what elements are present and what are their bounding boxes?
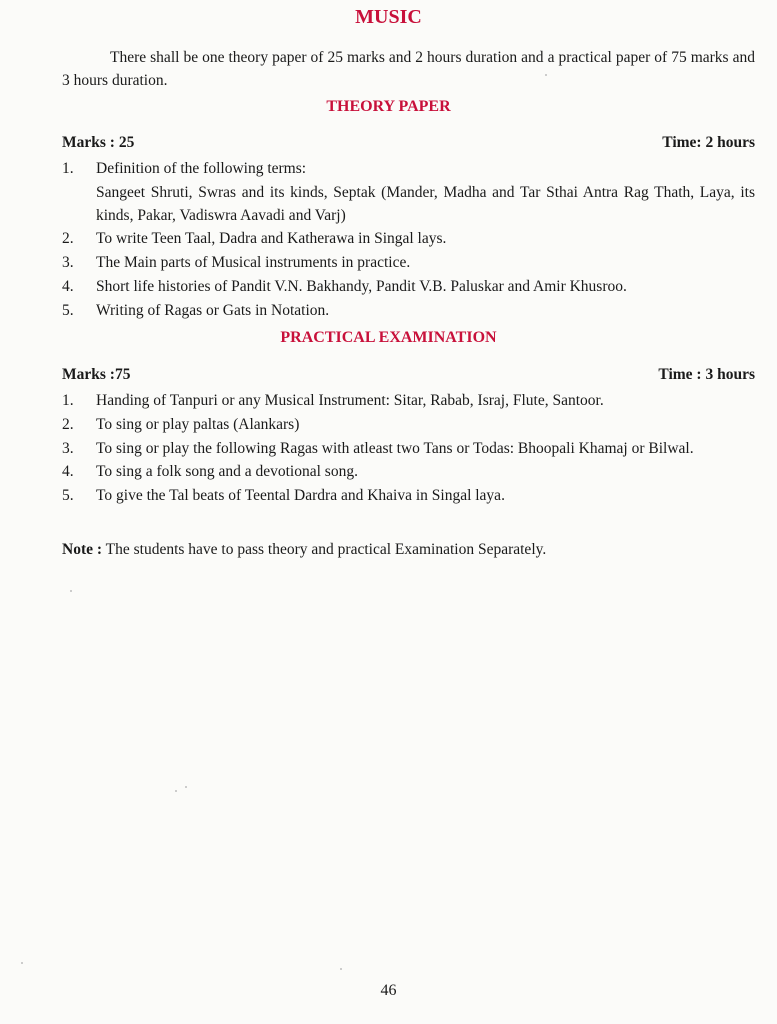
item-text: To give the Tal beats of Teental Dardra and Khaiva in Singal laya. [96,487,505,504]
item-text: Short life histories of Pandit V.N. Bakhandy, Pandit V.B. Paluskar and Amir Khusroo. [96,278,627,295]
scan-speck [185,786,187,788]
note [62,539,755,561]
item-number: 5. [62,302,74,319]
theory-marks: Marks : 25 [62,134,135,151]
page-number: 46 [380,982,397,999]
list-item [62,299,755,323]
scan-speck [545,74,547,76]
intro-text: There shall be one theory paper of 25 marks and 2 hours duration and a practical paper of 75 marks and 3 hours duration. [62,49,755,89]
list-item [62,275,755,299]
item-number: 5. [62,487,74,504]
note-label: Note : [62,541,103,558]
list-item [62,413,755,437]
list-item [62,460,755,484]
theory-list [62,157,755,323]
list-item [62,157,755,227]
list-item [62,437,755,460]
item-text: The Main parts of Musical instruments in practice. [96,254,411,271]
practical-marks: Marks :75 [62,366,131,383]
theory-heading: THEORY PAPER [326,98,451,115]
item-number: 4. [62,278,74,295]
list-item [62,389,755,413]
scan-speck [70,590,72,592]
intro-paragraph [62,46,755,92]
item-text: To sing or play paltas (Alankars) [96,416,300,433]
practical-time: Time : 3 hours [658,366,755,383]
scan-speck [21,962,23,964]
item-number: 3. [62,440,74,457]
item-number: 3. [62,254,74,271]
page-title: MUSIC [355,6,422,28]
theory-time: Time: 2 hours [662,134,755,151]
item-text: To sing a folk song and a devotional song. [96,463,358,480]
item-number: 2. [62,416,74,433]
list-item [62,484,755,508]
list-item [62,227,755,251]
note-text: The students have to pass theory and practical Examination Separately. [105,541,547,558]
item-text: Writing of Ragas or Gats in Notation. [96,302,330,319]
item-text: To write Teen Taal, Dadra and Katherawa in Singal lays. [96,230,447,247]
scan-speck [175,790,177,792]
item-number: 1. [62,392,74,409]
item-text: Definition of the following terms: [96,160,307,177]
list-item [62,251,755,275]
item-number: 2. [62,230,74,247]
item-number: 4. [62,463,74,480]
item-text: Handing of Tanpuri or any Musical Instrument: Sitar, Rabab, Israj, Flute, Santoor. [96,392,604,409]
item-number: 1. [62,160,74,177]
item-text: To sing or play the following Ragas with atleast two Tans or Todas: Bhoopali Khamaj or Bilwal. [96,440,694,457]
practical-heading: PRACTICAL EXAMINATION [280,329,497,346]
item-continuation: Sangeet Shruti, Swras and its kinds, Septak (Mander, Madha and Tar Sthai Antra Rag Thath, Laya, its kinds, Pakar, Vadiswra Aavadi and Varj) [96,184,755,224]
practical-list [62,389,755,508]
scan-speck [340,968,342,970]
